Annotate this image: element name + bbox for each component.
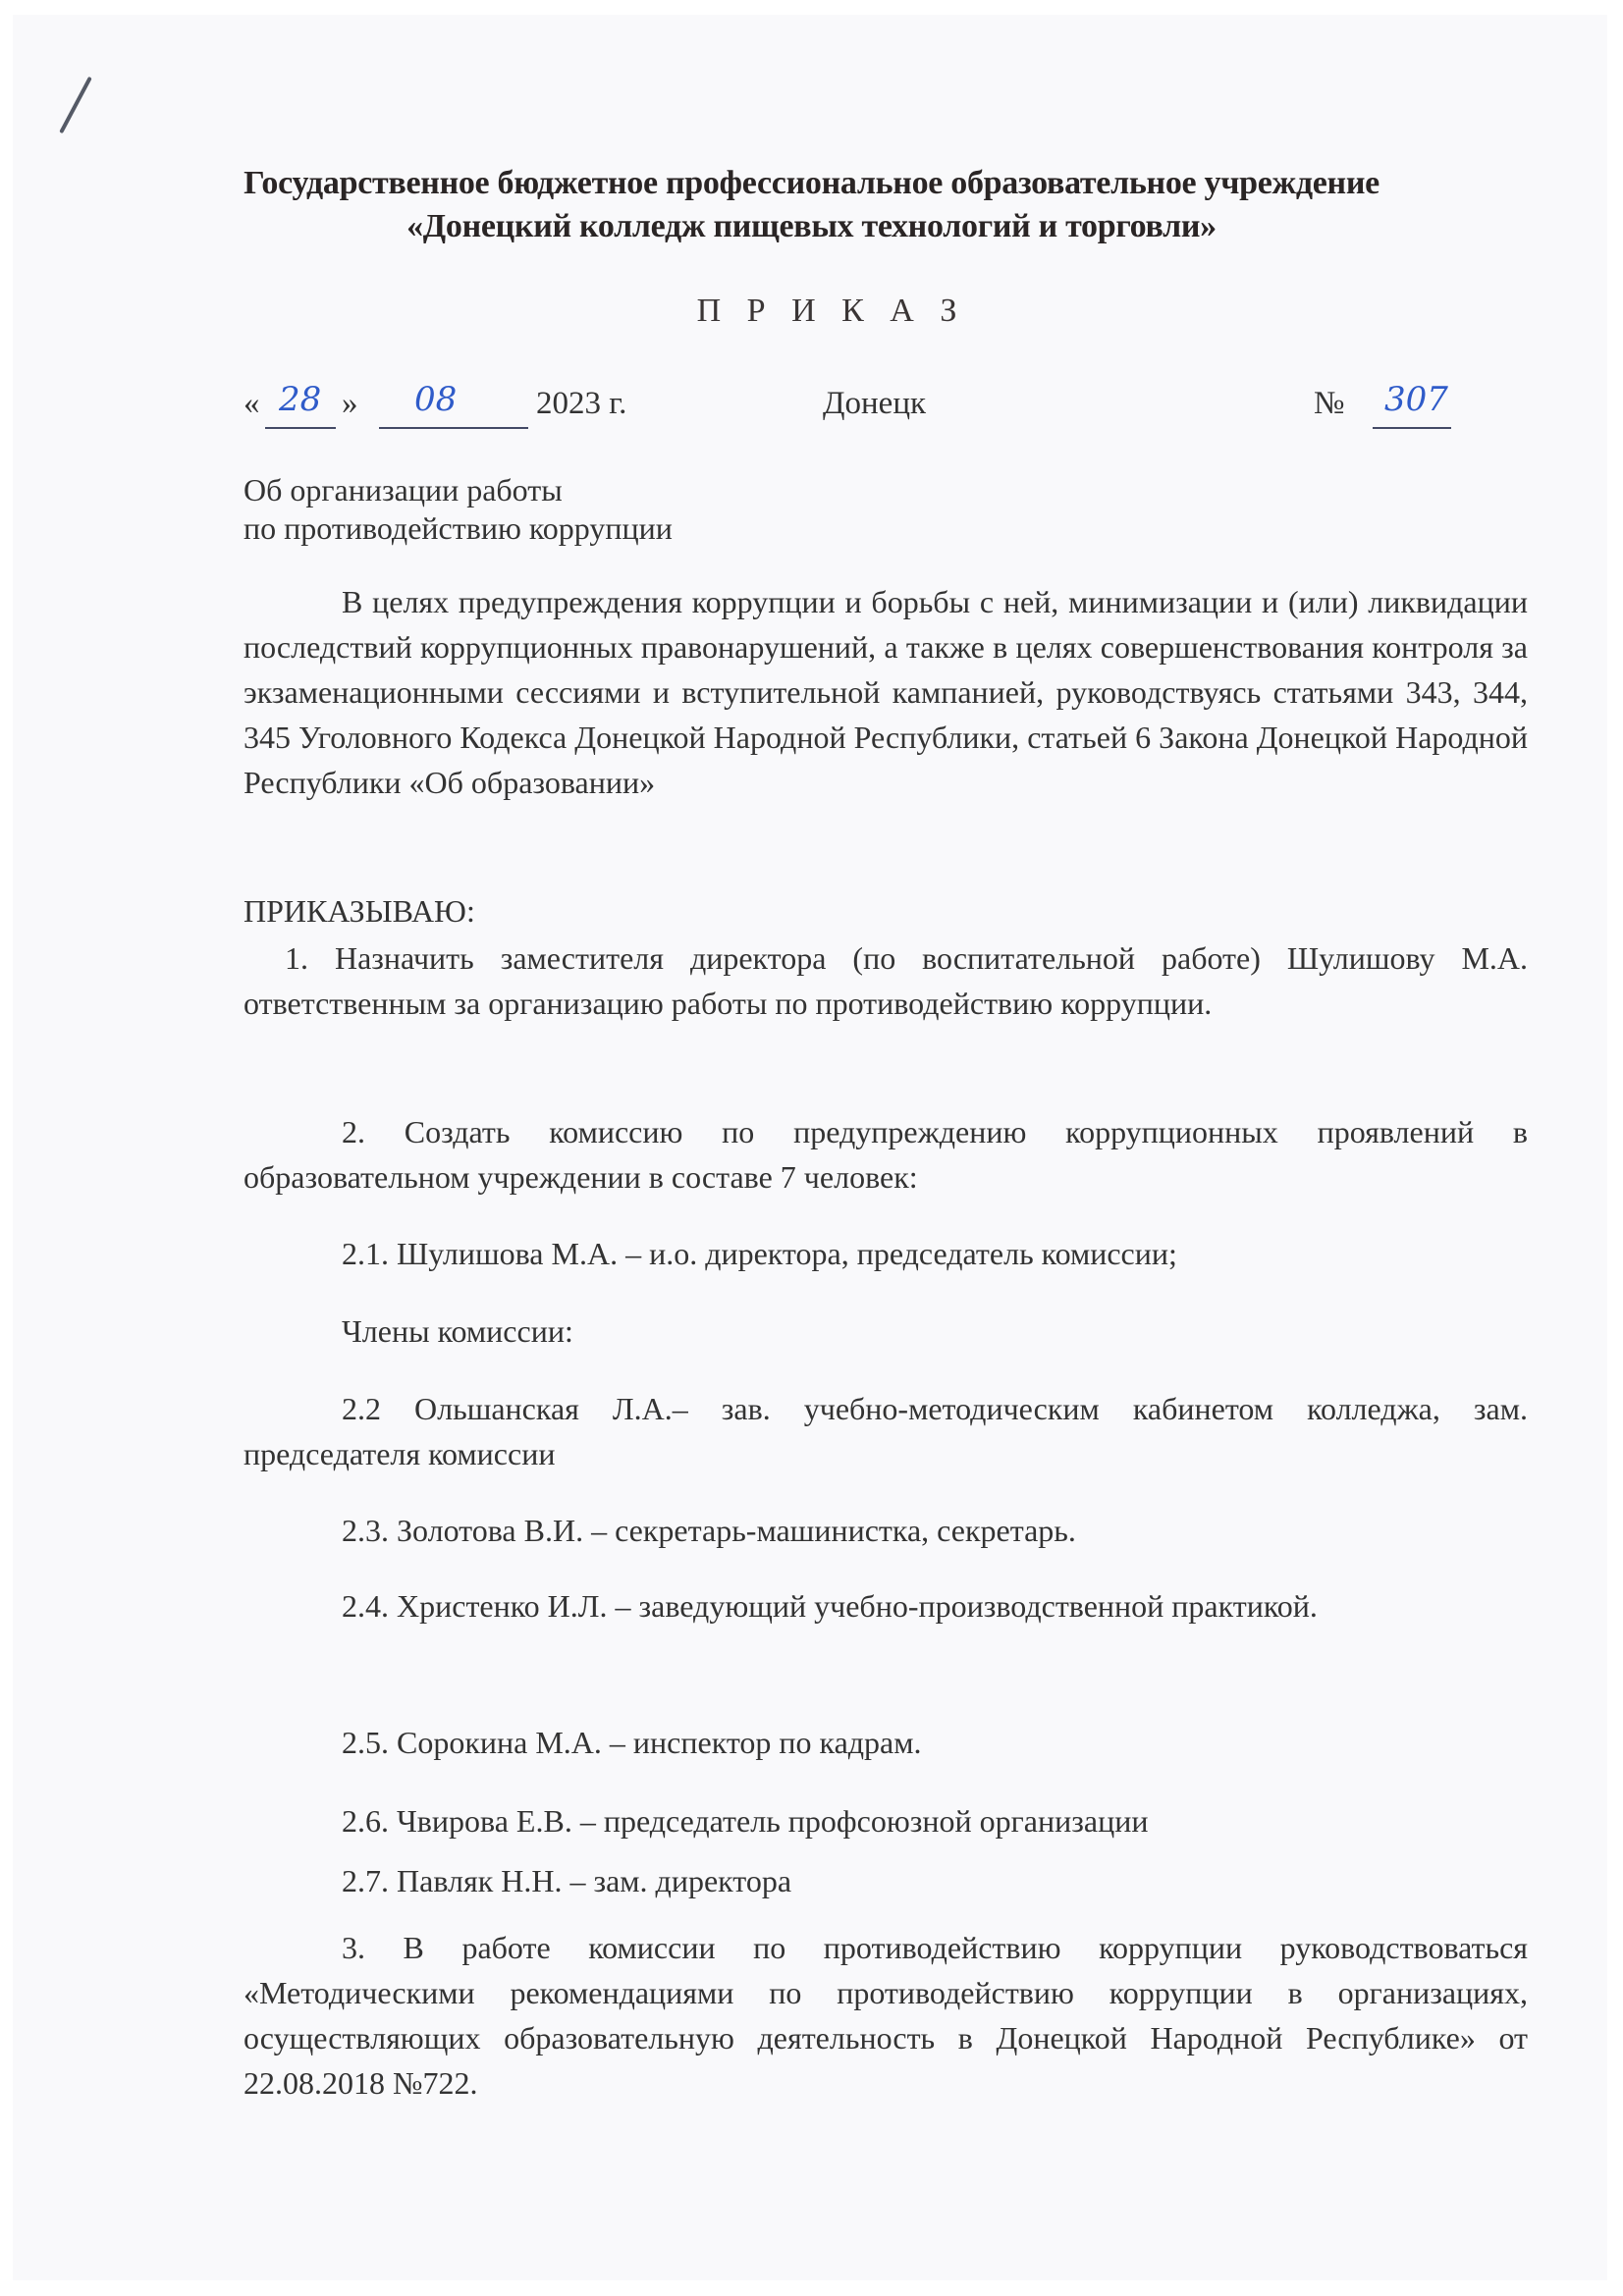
institution-name-line2: «Донецкий колледж пищевых технологий и торговли» [406,208,1217,244]
date-close-quote: » [342,386,358,421]
month-blank [379,427,528,429]
order-item-3-text: 3. В работе комиссии по противодействию коррупции руководствоваться «Методическими рекомендациями по противодействию коррупции в организациях, осуществляющих образовательную деятельность в Донецкой Народной Республике» от 22.08.2018 №722. [243,1930,1528,2101]
order-title: П Р И К А З [696,293,966,329]
order-item-3 [243,1925,1528,2106]
order-item-2-7: 2.7. Павляк Н.Н. – зам. директора [342,1863,792,1898]
order-number-label: № [1314,386,1345,421]
subject-line1: Об организации работы [243,472,563,507]
handwritten-day: 28 [279,380,322,419]
order-item-2-6: 2.6. Чвирова Е.В. – председатель профсоюзной организации [342,1803,1149,1839]
order-item-2-5: 2.5. Сорокина М.А. – инспектор по кадрам. [342,1725,922,1760]
day-blank [265,427,336,429]
subject-line2: по противодействию коррупции [243,510,673,546]
order-item-2-2 [243,1386,1528,1476]
order-item-2-text: 2. Создать комиссию по предупреждению коррупционных проявлений в образовательном учреждении в составе 7 человек: [243,1114,1528,1195]
order-item-2 [243,1109,1528,1200]
order-item-2-3: 2.3. Золотова В.И. – секретарь-машинистка, секретарь. [342,1513,1076,1548]
order-date-line [243,380,1540,435]
order-item-2-2-text: 2.2 Ольшанская Л.А.– зав. учебно-методическим кабинетом колледжа, зам. председателя комиссии [243,1391,1528,1471]
institution-name-line1: Государственное бюджетное профессиональное образовательное учреждение [243,165,1380,201]
date-year: 2023 г. [536,386,627,421]
order-item-1-text: 1. Назначить заместителя директора (по воспитательной работе) Шулишову М.А. ответственным за организацию работы по противодействию коррупции. [243,940,1528,1021]
order-item-2-4 [243,1583,1528,1629]
handwritten-order-number: 307 [1384,380,1448,419]
members-heading: Члены комиссии: [342,1313,573,1349]
handwritten-month: 08 [414,380,458,419]
order-item-1 [243,935,1528,1026]
preamble-text: В целях предупреждения коррупции и борьбы с ней, минимизации и (или) ликвидации последствий коррупционных правонарушений, а также в целях совершенствования контроля за экзаменационными сессиями и вступительной кампанией, руководствуясь статьями 343, 344, 345 Уголовного Кодекса Донецкой Народной Республики, статьей 6 Закона Донецкой Народной Республики «Об образовании» [243,584,1528,800]
order-item-2-4-text: 2.4. Христенко И.Л. – заведующий учебно-производственной практикой. [342,1588,1318,1624]
order-city: Донецк [823,386,927,421]
preamble-paragraph [243,579,1528,805]
orders-heading: ПРИКАЗЫВАЮ: [243,893,475,929]
date-open-quote: « [243,386,260,421]
staple-mark-icon [59,77,92,133]
order-item-2-1: 2.1. Шулишова М.А. – и.о. директора, председатель комиссии; [342,1236,1177,1271]
number-blank [1373,427,1451,429]
